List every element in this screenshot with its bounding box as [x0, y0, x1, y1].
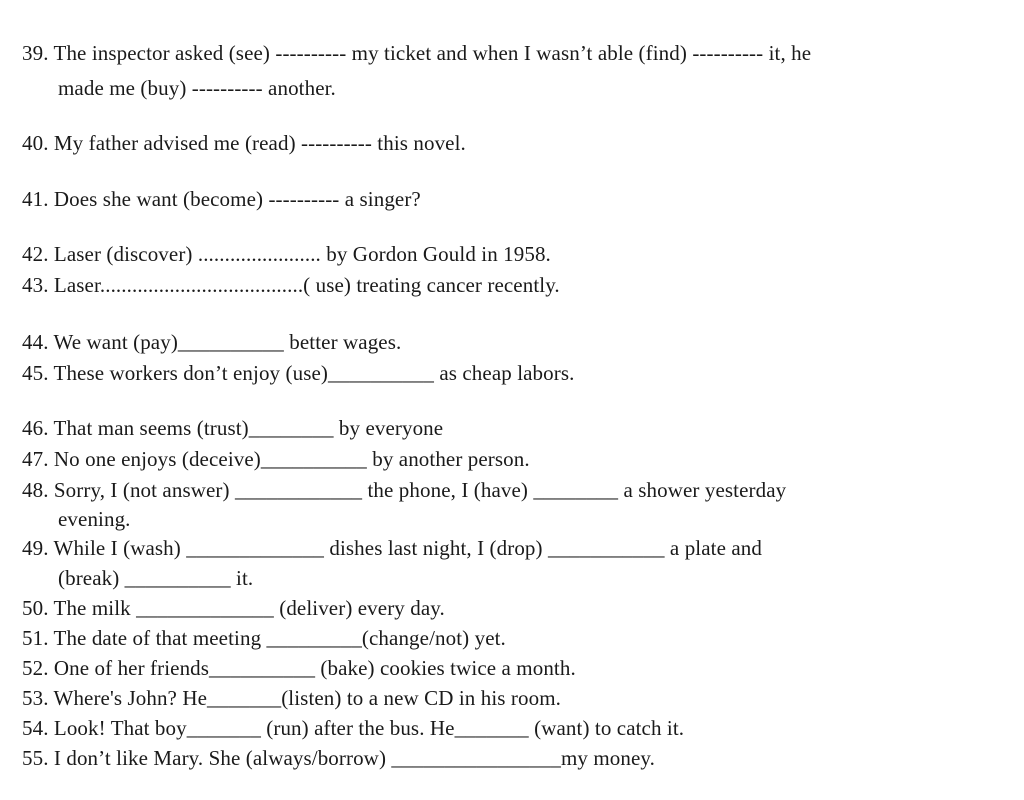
question-48-line-1: 48. Sorry, I (not answer) ____________ the phone, I (have) ________ a shower yesterday — [22, 478, 787, 502]
question-50: 50. The milk _____________ (deliver) every day. — [22, 596, 445, 620]
question-46: 46. That man seems (trust)________ by everyone — [22, 416, 444, 440]
question-47: 47. No one enjoys (deceive)__________ by another person. — [22, 447, 530, 471]
question-53: 53. Where's John? He_______(listen) to a new CD in his room. — [22, 686, 561, 710]
question-54: 54. Look! That boy_______ (run) after the bus. He_______ (want) to catch it. — [22, 716, 685, 740]
question-55: 55. I don’t like Mary. She (always/borrow) ________________my money. — [22, 746, 656, 770]
question-49-line-2: (break) __________ it. — [58, 566, 254, 590]
question-44: 44. We want (pay)__________ better wages. — [22, 330, 402, 354]
question-51: 51. The date of that meeting _________(change/not) yet. — [22, 626, 506, 650]
question-52: 52. One of her friends__________ (bake) cookies twice a month. — [22, 656, 576, 680]
question-49-line-1: 49. While I (wash) _____________ dishes last night, I (drop) ___________ a plate and — [22, 536, 762, 560]
question-43: 43. Laser......................................( use) treating cancer recently. — [22, 273, 560, 297]
question-45: 45. These workers don’t enjoy (use)__________ as cheap labors. — [22, 361, 575, 385]
question-39-line-1: 39. The inspector asked (see) ---------- my ticket and when I wasn’t able (find) ---------- it, he — [22, 41, 812, 65]
question-48-line-2: evening. — [58, 507, 131, 531]
question-40: 40. My father advised me (read) ---------- this novel. — [22, 131, 466, 155]
question-39-line-2: made me (buy) ---------- another. — [58, 76, 336, 100]
question-42: 42. Laser (discover) ....................... by Gordon Gould in 1958. — [22, 242, 551, 266]
question-41: 41. Does she want (become) ---------- a singer? — [22, 187, 421, 211]
